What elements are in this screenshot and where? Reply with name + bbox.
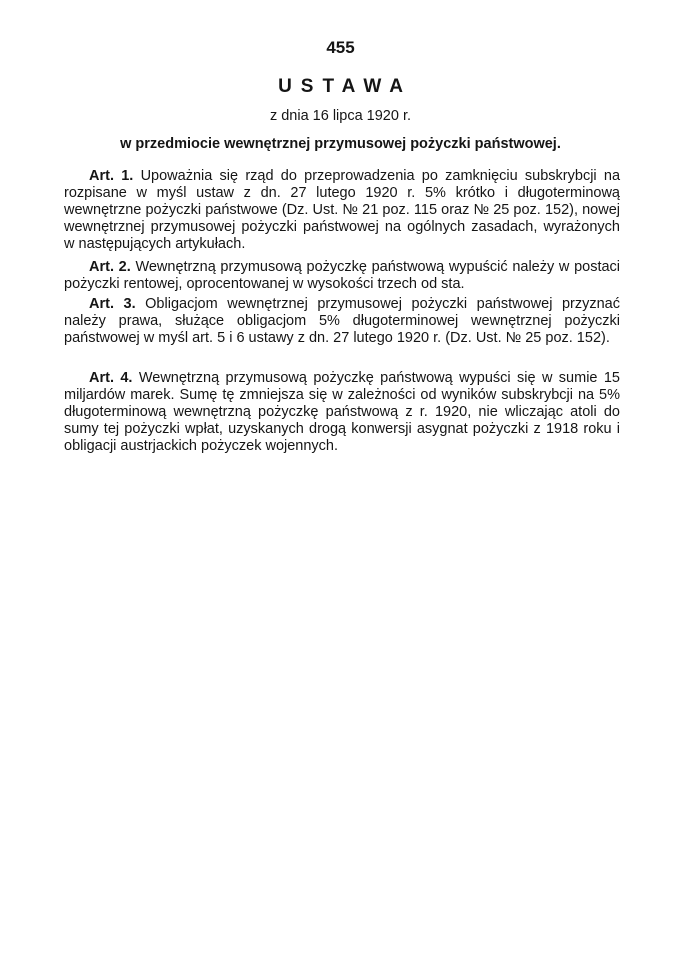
article-2	[64, 259, 620, 293]
article-1	[64, 168, 620, 253]
page-number: 455	[326, 38, 355, 57]
article-text: Obligacjom wewnętrznej przymusowej pożyczki państwowej przyznać należy prawa, służące obligacjom 5% długoterminowej wewnętrznej pożyczki państwowej w myśl art. 5 i 6 ustawy z dn. 27 lutego 1920 r. (Dz. Ust. № 25 poz. 152).	[64, 296, 620, 346]
document-title: USTAWA	[278, 76, 412, 97]
article-3	[64, 296, 620, 347]
article-text: Upoważnia się rząd do przeprowadzenia po zamknięciu subskrybcji na rozpisane w myśl ustaw z dn. 27 lutego 1920 r. 5% krótko i długoterminową wewnętrzne pożyczki państwowe (Dz. Ust. № 21 poz. 115 oraz № 25 poz. 152), nowej wewnętrznej przymusowej pożyczki państwowej na ogólnych zasadach, wyrażonych w następujących artykułach.	[64, 168, 621, 252]
article-4	[64, 370, 620, 455]
article-text: Wewnętrzną przymusową pożyczkę państwową wypuści się w sumie 15 miljardów marek. Sumę tę zmniejsza się w zależności od wyników subskrybcji na 5% długoterminową wewnętrzną pożyczkę państwową z r. 1920, nie wliczając atoli do sumy tej pożyczki wpłat, uzyskanych drogą konwersji asygnat pożyczki z 1918 roku i obligacji austrjackich pożyczek wojennych.	[64, 370, 621, 454]
article-text: Wewnętrzną przymusową pożyczkę państwową wypuścić należy w postaci pożyczki rentowej, oprocentowanej w wysokości trzech od sta.	[64, 259, 621, 292]
article-label: Art. 1.	[89, 168, 134, 184]
document-subject: w przedmiocie wewnętrznej przymusowej pożyczki państwowej.	[120, 136, 561, 152]
document-date: z dnia 16 lipca 1920 r.	[269, 108, 412, 124]
article-label: Art. 2.	[89, 259, 131, 275]
article-label: Art. 3.	[89, 296, 136, 312]
article-label: Art. 4.	[89, 370, 133, 386]
